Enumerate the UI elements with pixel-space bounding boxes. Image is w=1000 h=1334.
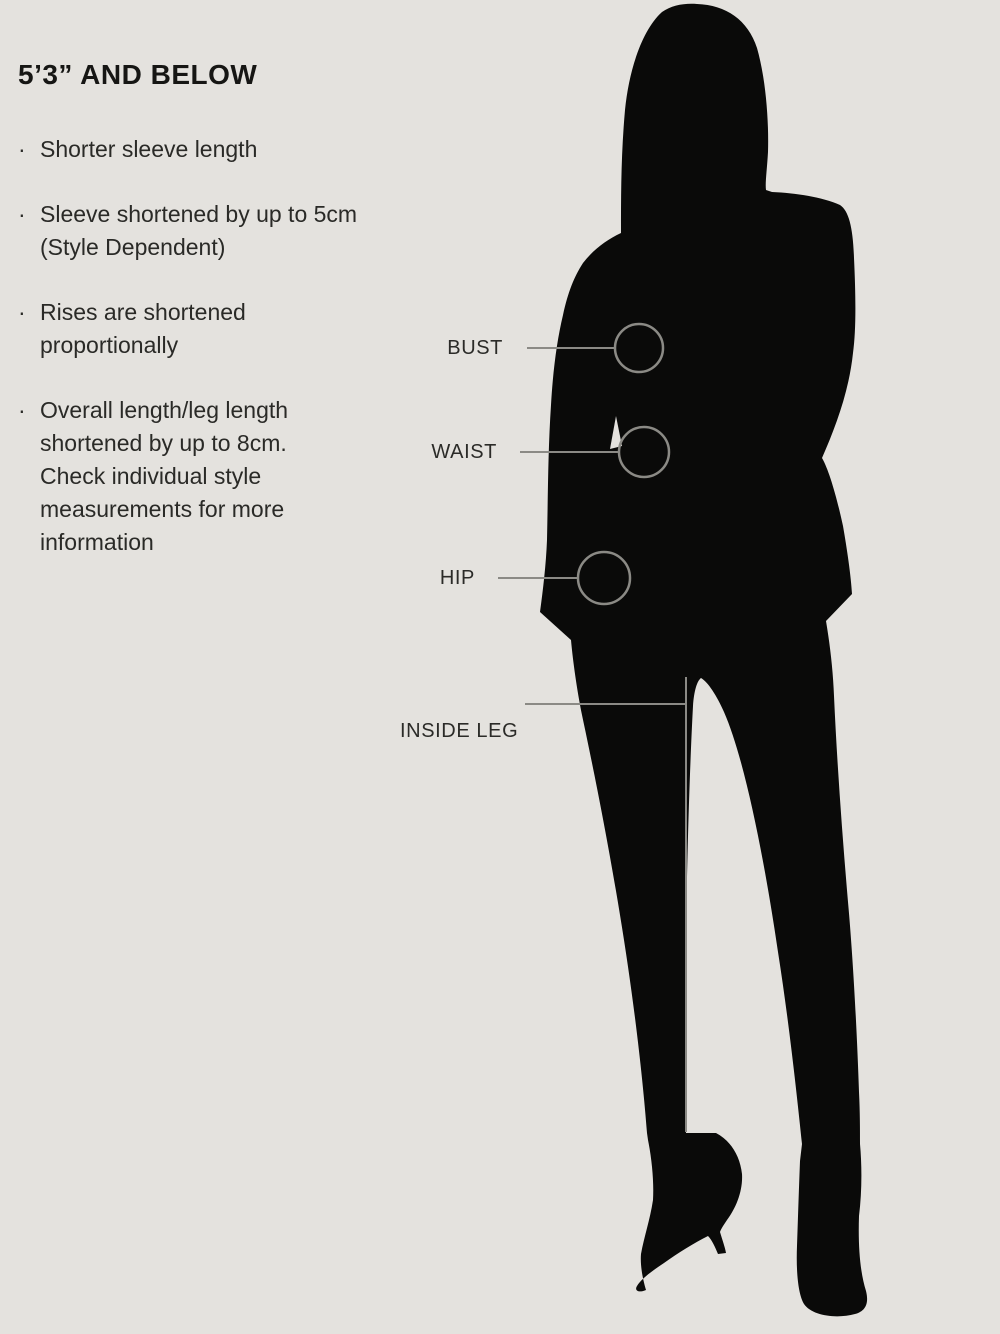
bullet-text: Sleeve shortened by up to 5cm	[40, 201, 358, 227]
page-title: 5’3” AND BELOW	[18, 59, 258, 90]
bullet-text: Overall length/leg length	[40, 397, 289, 423]
bullet-text: Check individual style	[40, 463, 262, 489]
bullet-text: shortened by up to 8cm.	[40, 430, 287, 456]
bullet-text: measurements for more	[40, 496, 285, 522]
bullet-icon: ·	[18, 136, 26, 162]
hip-label: HIP	[439, 567, 475, 589]
inside-leg-label: INSIDE LEG	[400, 720, 519, 742]
bust-label: BUST	[447, 337, 503, 359]
bullet-icon: ·	[18, 299, 26, 325]
bullet-text: Shorter sleeve length	[40, 136, 258, 162]
bullet-icon: ·	[18, 201, 26, 227]
bullet-item	[16, 394, 416, 559]
bullet-text: (Style Dependent)	[40, 234, 226, 260]
bullet-item	[16, 133, 416, 166]
waist-label: WAIST	[431, 441, 497, 463]
bullet-icon: ·	[18, 397, 26, 423]
bullet-text: information	[40, 529, 154, 555]
woman-silhouette	[540, 4, 867, 1317]
bullet-item	[16, 198, 416, 264]
bullet-text: Rises are shortened	[40, 299, 246, 325]
bullet-text: proportionally	[40, 332, 179, 358]
